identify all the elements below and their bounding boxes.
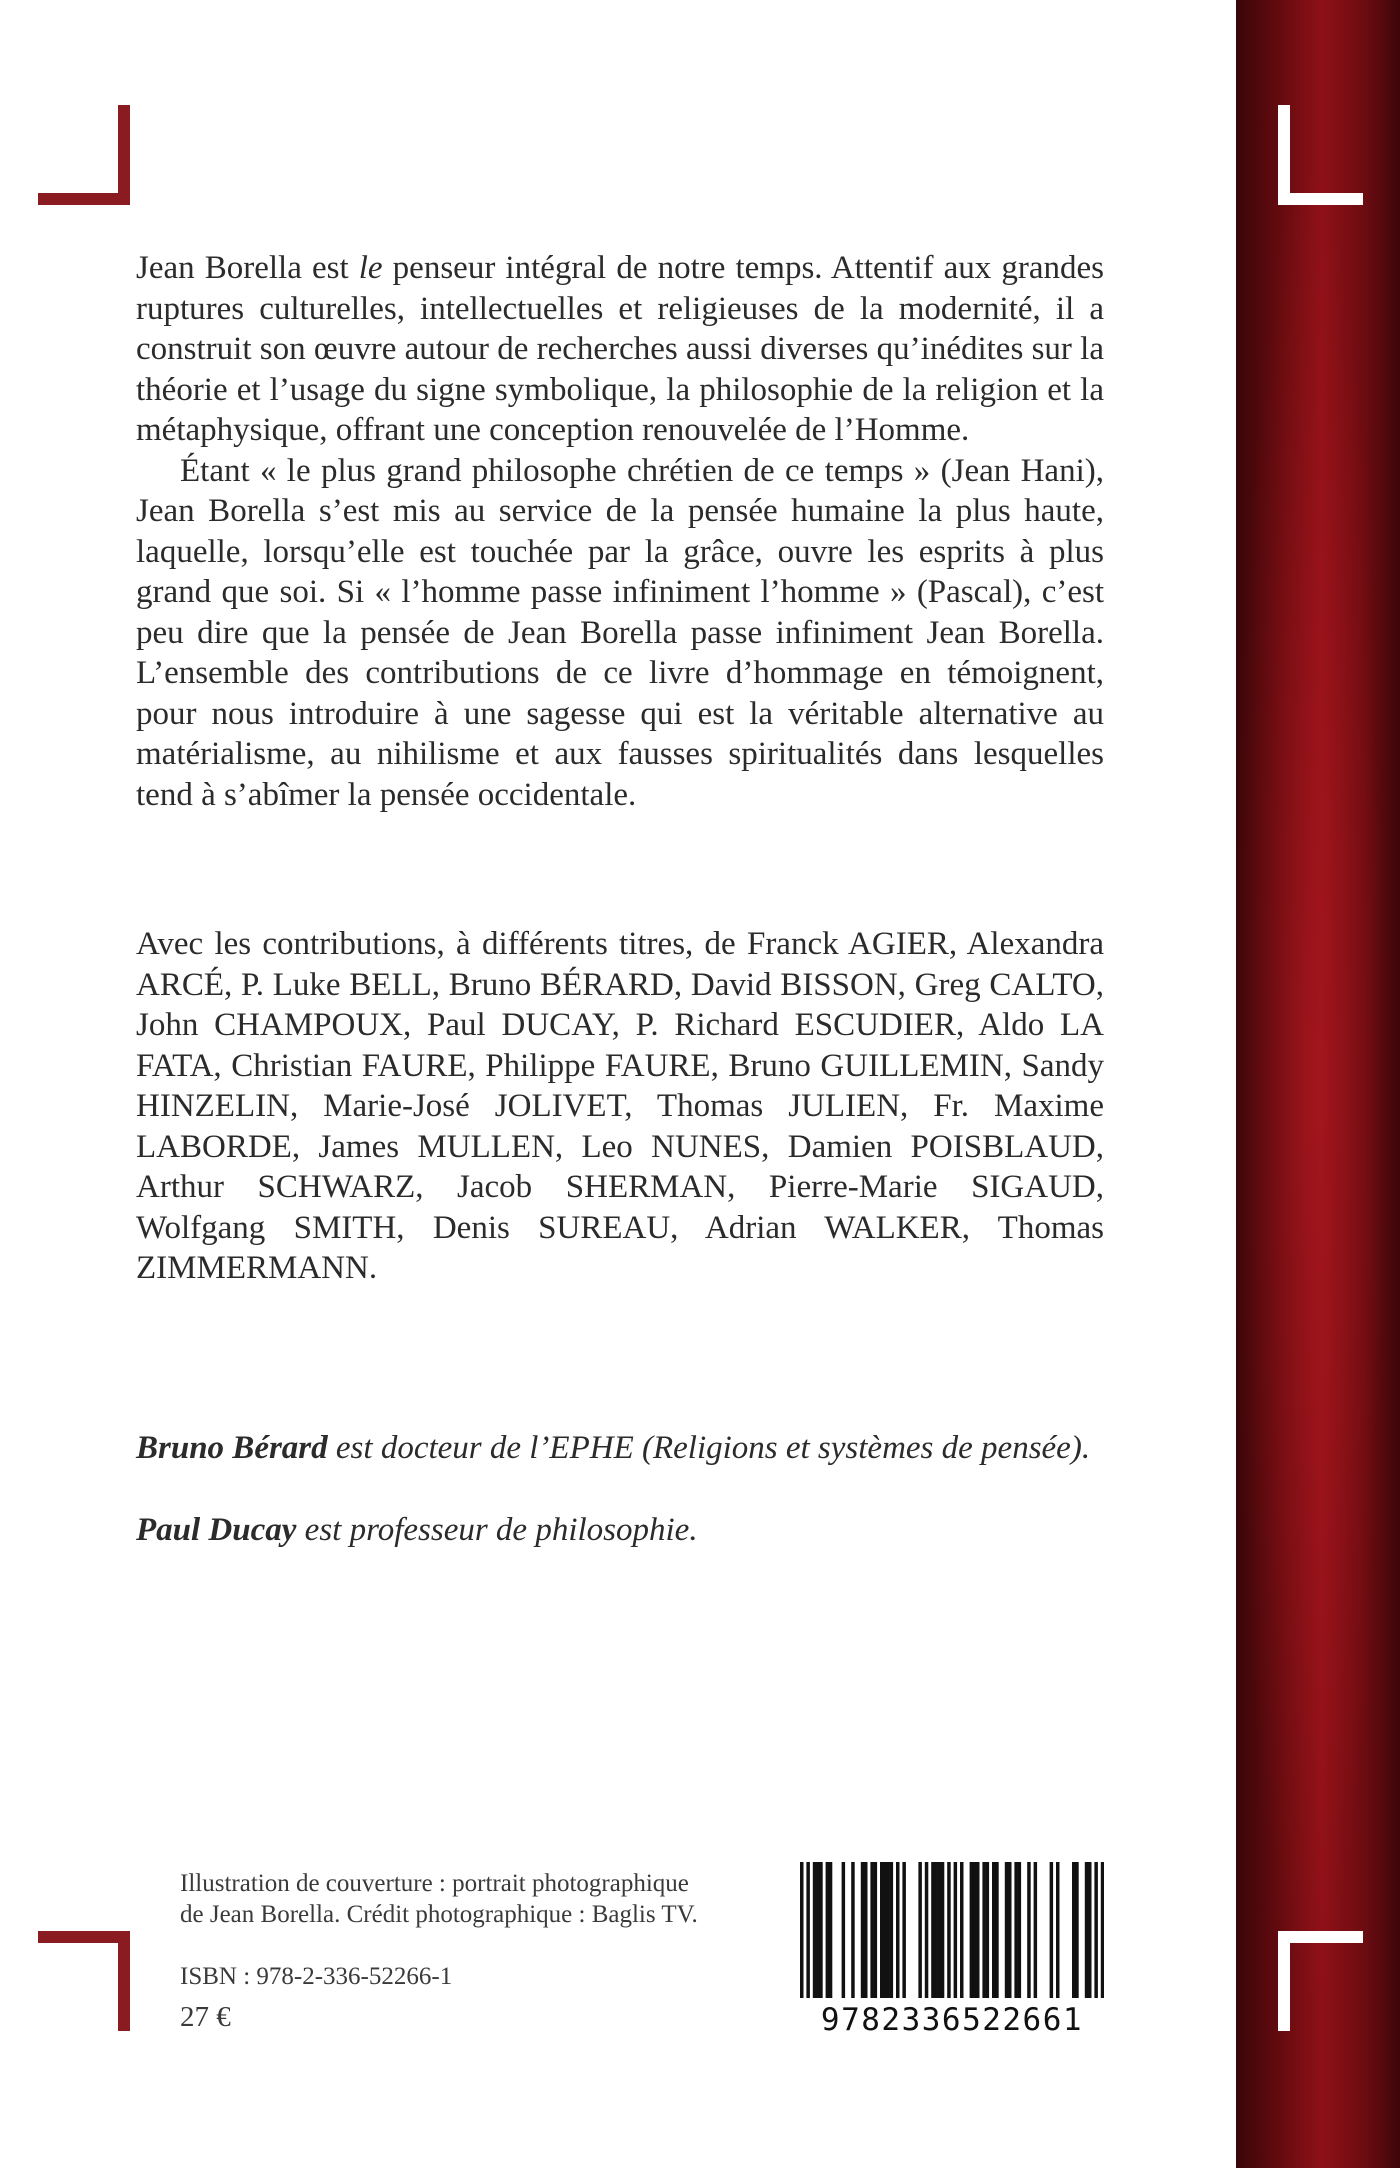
barcode-bar: [931, 1862, 935, 1998]
barcode-bar: [851, 1862, 855, 1998]
barcode-bar: [992, 1862, 996, 1998]
barcode-bar: [1018, 1862, 1022, 1998]
price: 27 €: [180, 2001, 231, 2033]
barcode-bar: [973, 1862, 977, 1998]
barcode-bar: [902, 1862, 906, 1998]
barcode-bar: [864, 1862, 868, 1998]
spine-band: [1236, 0, 1400, 2168]
barcode-bar: [1085, 1862, 1089, 1998]
barcode-bar: [918, 1862, 922, 1998]
contributors-paragraph: Avec les contributions, à différents titres, de Franck AGIER, Alexandra ARCÉ, P. Luke BELL, Bruno BÉRARD, David BISSON, Greg CALTO, John CHAMPOUX, Paul DUCAY, P. Richard ESCUDIER, Aldo LA FATA, Christian FAURE, Philippe FAURE, Bruno GUILLEMIN, Sandy HINZELIN, Marie-José JOLIVET, Thomas JULIEN, Fr. Maxime LABORDE, James MULLEN, Leo NUNES, Damien POISBLAUD, Arthur SCHWARZ, Jacob SHERMAN, Pierre-Marie SIGAUD, Wolfgang SMITH, Denis SUREAU, Adrian WALKER, Thomas ZIMMERMANN.: [136, 926, 1104, 1286]
barcode-bar: [1014, 1862, 1018, 1998]
barcode-bar: [1094, 1862, 1098, 1998]
barcode-bar: [954, 1862, 958, 1998]
barcode-bar: [1034, 1862, 1038, 1998]
barcode-bar: [816, 1862, 820, 1998]
barcode-bar: [1005, 1862, 1009, 1998]
barcode-bar: [813, 1862, 817, 1998]
barcode-bar: [826, 1862, 830, 1998]
barcode-bar: [870, 1862, 874, 1998]
barcode-bar: [880, 1862, 884, 1998]
barcode-bar: [883, 1862, 887, 1998]
barcode-bar: [995, 1862, 999, 1998]
barcode-bar: [1056, 1862, 1060, 1998]
barcode-bar: [1008, 1862, 1012, 1998]
description-paragraph-2: Étant « le plus grand philosophe chrétien de ce temps » (Jean Hani), Jean Borella s’est mis au service de la pensée humaine la plus haute, laquelle, lorsqu’elle est touchée par la grâce, ouvre les esprits à plus grand que soi. Si « l’homme passe infiniment l’homme » (Pascal), c’est peu dire que la pensée de Jean Borella passe infiniment Jean Borella. L’ensemble des contributions de ce livre d’hommage en témoignent, pour nous introduire à une sagesse qui est la véritable alternative au matérialisme, au nihilisme et aux fausses spiritualités dans lesquelles tend à s’abîmer la pensée occidentale.: [136, 452, 1104, 813]
barcode-number: 9782336522661: [820, 2002, 1084, 2038]
barcode-bar: [1088, 1862, 1092, 1998]
barcode-bar: [1072, 1862, 1076, 1998]
barcode-bars: [800, 1862, 1104, 2002]
description-paragraph-1: Jean Borella est le penseur intégral de notre temps. Attentif aux grandes ruptures culturelles, intellectuelles et religieuses de la modernité, il a construit son œuvre autour de recherches aussi diverses qu’inédites sur la théorie et l’usage du signe symbolique, la philosophie de la religion et la métaphysique, offrant une conception renouvelée de l’Homme.: [136, 250, 1104, 448]
barcode-bar: [986, 1862, 990, 1998]
barcode-bar: [829, 1862, 833, 1998]
barcode-bar: [982, 1862, 986, 1998]
barcode-bar: [874, 1862, 878, 1998]
barcode-bar: [1101, 1862, 1104, 1998]
barcode-bar: [960, 1862, 964, 1998]
barcode-bar: [925, 1862, 929, 1998]
barcode-bar: [1075, 1862, 1079, 1998]
barcode-bar: [890, 1862, 894, 1998]
barcode-bar: [938, 1862, 942, 1998]
barcode: [800, 1862, 1104, 2042]
barcode-bar: [947, 1862, 951, 1998]
author-bio-1: Bruno Bérard est docteur de l’EPHE (Religions et systèmes de pensée).: [136, 1430, 1091, 1466]
isbn: ISBN : 978-2-336-52266-1: [180, 1963, 453, 1990]
barcode-bar: [819, 1862, 823, 1998]
author-bio-2: Paul Ducay est professeur de philosophie.: [136, 1511, 698, 1548]
barcode-bar: [896, 1862, 900, 1998]
barcode-bar: [934, 1862, 938, 1998]
description: [136, 248, 1104, 815]
barcode-bar: [800, 1862, 804, 1998]
barcode-bar: [976, 1862, 980, 1998]
author-bios: [136, 1428, 1104, 1550]
barcode-bar: [842, 1862, 846, 1998]
barcode-bar: [861, 1862, 865, 1998]
barcode-bar: [1027, 1862, 1031, 1998]
cover-credit: Illustration de couverture : portrait photographique de Jean Borella. Crédit photographique : Baglis TV.: [180, 1870, 698, 1928]
barcode-bar: [886, 1862, 890, 1998]
barcode-bar: [970, 1862, 974, 1998]
barcode-bar: [806, 1862, 810, 1998]
barcode-bar: [941, 1862, 945, 1998]
barcode-bar: [1050, 1862, 1054, 1998]
contributors: [136, 924, 1104, 1289]
